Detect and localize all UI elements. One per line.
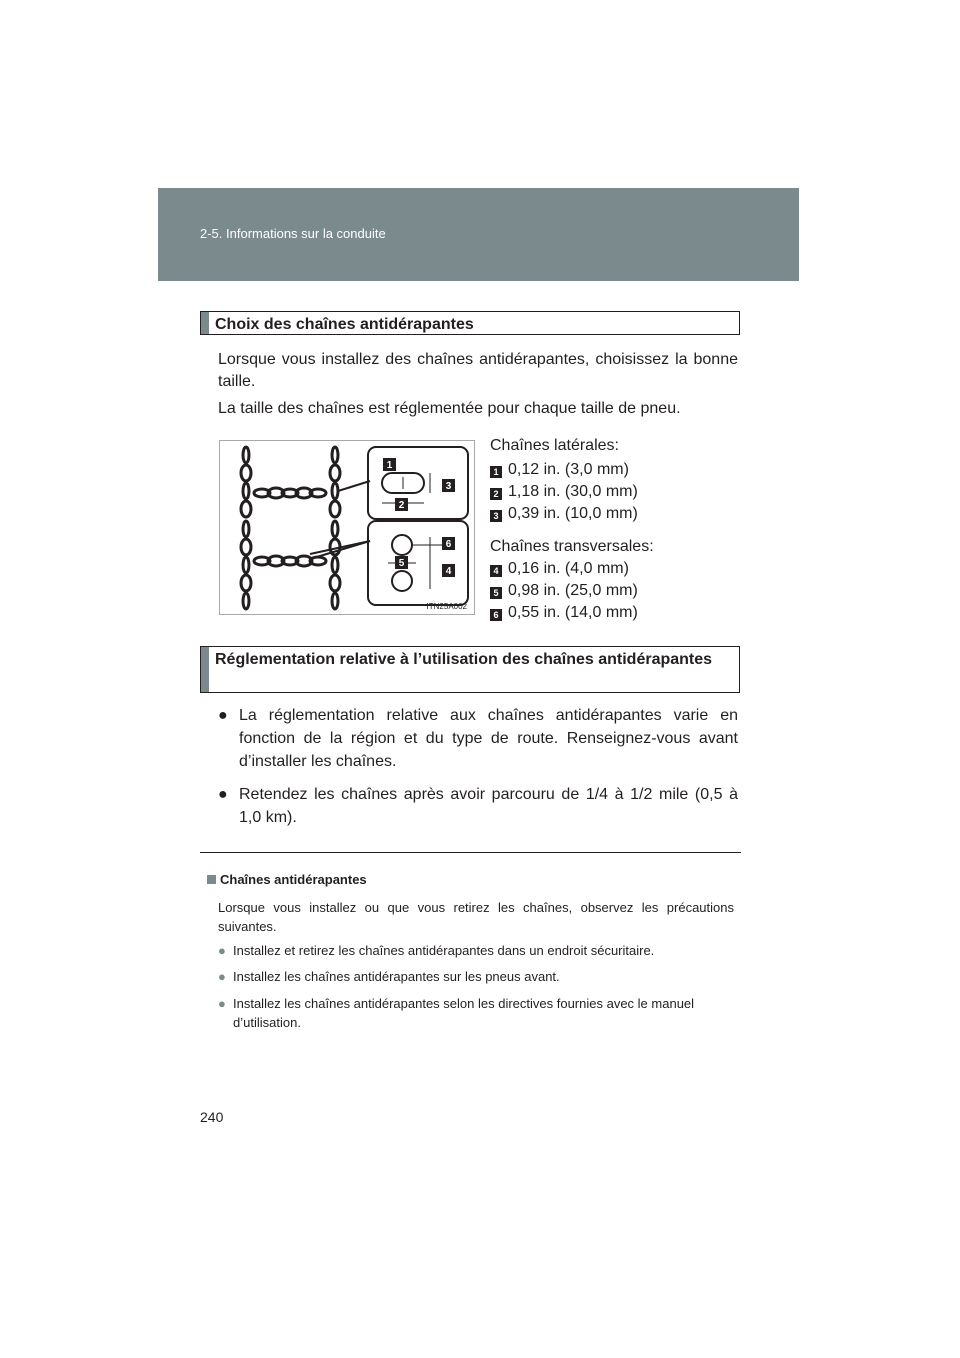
size-paragraph: La taille des chaînes est réglementée pour chaque taille de pneu. (218, 400, 681, 417)
upper-cross-chain (254, 488, 326, 498)
bullet-dot: ● (218, 969, 226, 984)
spec-number-5: 5 (490, 587, 502, 599)
note-title (207, 872, 367, 887)
spec-value-3: 0,39 in. (10,0 mm) (508, 505, 638, 522)
callout-5: 5 (398, 558, 405, 569)
bullet-text: Retendez les chaînes après avoir parcouru de 1/4 à 1/2 mile (0,5 à 1,0 km). (239, 786, 738, 826)
regulation-bullet-2 (218, 783, 738, 829)
spec-number-4: 4 (490, 565, 502, 577)
spec-row-2 (490, 481, 638, 503)
heading-accent-bar (201, 312, 209, 334)
chain-diagram-svg (220, 441, 474, 614)
bullet-dot: ● (218, 996, 226, 1011)
right-side-chain (330, 447, 340, 609)
spec-value-6: 0,55 in. (14,0 mm) (508, 604, 638, 621)
chain-illustration (219, 440, 475, 615)
spec-value-1: 0,12 in. (3,0 mm) (508, 461, 629, 478)
spec-row-1 (490, 459, 629, 481)
bullet-dot: ● (218, 786, 228, 803)
bullet-dot: ● (218, 707, 228, 724)
bullet-text: La réglementation relative aux chaînes antidérapantes varie en fonction de la région et du type de route. Renseignez-vous avant d’installer les chaînes. (239, 707, 738, 770)
section-heading-regulation (200, 646, 740, 693)
note-bullet-3 (218, 994, 738, 1032)
section-breadcrumb: 2-5. Informations sur la conduite (200, 226, 386, 241)
heading-accent-bar (201, 647, 209, 692)
page-number: 240 (200, 1109, 224, 1125)
spec-number-6: 6 (490, 609, 502, 621)
section-heading-text: Réglementation relative à l’utilisation des chaînes antidérapantes (215, 651, 713, 668)
spec-number-2: 2 (490, 488, 502, 500)
spec-row-3 (490, 503, 638, 525)
note-intro: Lorsque vous installez ou que vous retirez les chaînes, observez les précautions suivantes. (218, 900, 734, 934)
spec-number-1: 1 (490, 466, 502, 478)
intro-paragraph: Lorsque vous installez des chaînes antidérapantes, choisissez la bonne taille. (218, 351, 738, 390)
callout-2: 2 (398, 500, 405, 511)
section-heading-chain-choice (200, 311, 740, 335)
regulation-bullet-1 (218, 704, 738, 773)
cross-chains-title: Chaînes transversales: (490, 538, 654, 555)
callout-6: 6 (445, 539, 452, 550)
section-heading-text: Choix des chaînes antidérapantes (215, 316, 474, 333)
spec-value-5: 0,98 in. (25,0 mm) (508, 582, 638, 599)
note-square-icon (207, 875, 216, 884)
figure-code: ITN25A002 (426, 602, 467, 611)
note-bullet-text: Installez les chaînes antidérapantes sur les pneus avant. (233, 969, 560, 984)
note-bullet-text: Installez et retirez les chaînes antidérapantes dans un endroit sécuritaire. (233, 943, 655, 958)
callout-4: 4 (445, 566, 452, 577)
spec-number-3: 3 (490, 510, 502, 522)
spec-value-4: 0,16 in. (4,0 mm) (508, 560, 629, 577)
callout-3: 3 (445, 481, 452, 492)
note-title-text: Chaînes antidérapantes (220, 872, 367, 887)
spec-row-5 (490, 580, 638, 602)
left-side-chain (241, 447, 251, 609)
bullet-dot: ● (218, 943, 226, 958)
spec-row-6 (490, 602, 638, 624)
note-bullet-text: Installez les chaînes antidérapantes selon les directives fournies avec le manuel d’utilisation. (233, 996, 695, 1030)
divider-rule (200, 852, 741, 853)
note-bullet-1 (218, 941, 738, 960)
side-chains-title: Chaînes latérales: (490, 437, 619, 454)
callout-1: 1 (386, 460, 393, 471)
spec-row-4 (490, 558, 629, 580)
spec-value-2: 1,18 in. (30,0 mm) (508, 483, 638, 500)
note-bullet-2 (218, 967, 738, 986)
